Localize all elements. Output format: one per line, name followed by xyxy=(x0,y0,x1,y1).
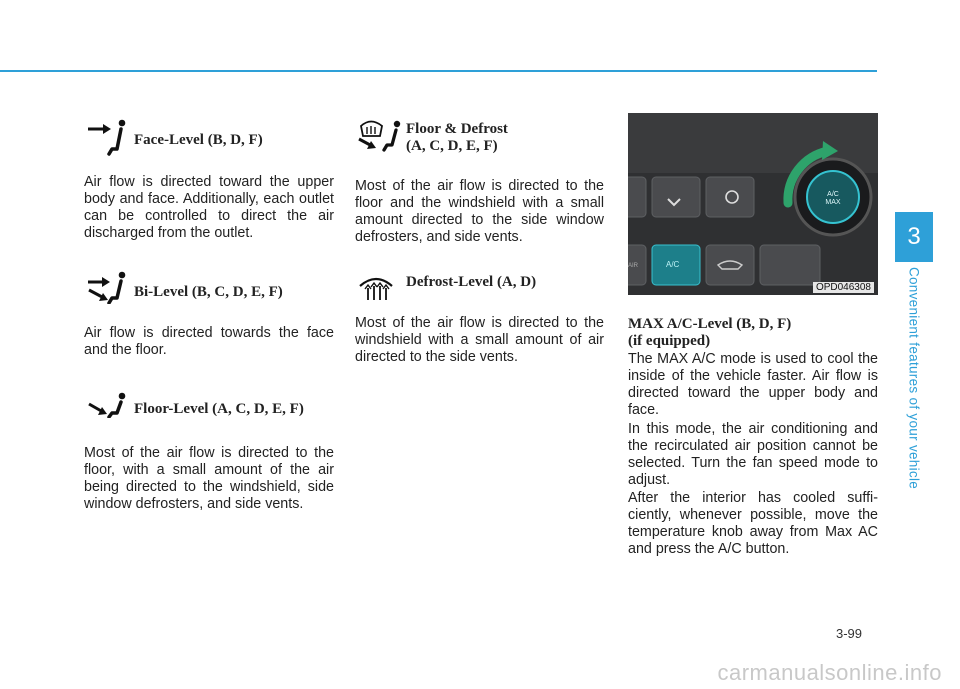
max-ac-title xyxy=(628,316,791,350)
air-button-label: AIR xyxy=(628,263,639,269)
floor-level-title: Floor-Level (A, C, D, E, F) xyxy=(134,401,304,417)
defrost-level-icon xyxy=(358,274,394,302)
max-ac-title-line2: (if equipped) xyxy=(628,333,711,349)
photo-caption: OPD046308 xyxy=(813,282,874,293)
chapter-number: 3 xyxy=(907,223,921,250)
floor-defrost-title xyxy=(406,121,508,155)
max-ac-para-3: After the interior has cooled suffi-ciently, whenever possible, move the temperature knob away from Max AC and press the A/C button. xyxy=(628,490,878,557)
floor-defrost-text: Most of the air flow is directed to the floor and the windshield with a small amount directed to the side window defrosters, and side vents. xyxy=(355,178,604,245)
face-level-icon xyxy=(86,116,128,160)
max-ac-para-1: The MAX A/C mode is used to cool the inside of the vehicle faster. Air flow is directed toward the upper body and face. xyxy=(628,351,878,418)
header-rule xyxy=(0,70,877,72)
floor-level-text: Most of the air flow is directed to the floor, with a small amount of the air being directed to the windshield, side window defrosters, and side vents. xyxy=(84,445,334,512)
page-number: 3-99 xyxy=(836,626,863,641)
floor-defrost-title-line2: (A, C, D, E, F) xyxy=(406,138,498,154)
bi-level-text: Air flow is directed towards the face and the floor. xyxy=(84,325,334,358)
max-knob-label: A/C MAX xyxy=(825,191,841,206)
bi-level-icon xyxy=(86,270,128,304)
defrost-level-text: Most of the air flow is directed to the windshield with a small amount of air directed to the side vents. xyxy=(355,315,604,365)
chapter-tab xyxy=(895,212,933,262)
face-level-title: Face-Level (B, D, F) xyxy=(134,132,263,148)
ac-button-label: A/C xyxy=(666,260,680,269)
floor-defrost-icon xyxy=(356,118,402,152)
bi-level-title: Bi-Level (B, C, D, E, F) xyxy=(134,284,283,300)
defrost-level-title: Defrost-Level (A, D) xyxy=(406,274,537,290)
floor-level-icon xyxy=(86,392,128,418)
face-level-text: Air flow is directed toward the upper body and face. Additionally, each outlet can be controlled to direct the air discharged from the outlet. xyxy=(84,174,334,241)
watermark: carmanualsonline.info xyxy=(717,660,942,685)
chapter-title: Convenient features of your vehicle xyxy=(906,266,922,490)
climate-control-photo xyxy=(628,113,878,295)
max-ac-title-line1: MAX A/C-Level (B, D, F) xyxy=(628,316,792,332)
max-ac-para-2: In this mode, the air conditioning and the recirculated air position cannot be selected. Turn the fan speed mode to adjust. xyxy=(628,421,878,488)
floor-defrost-title-line1: Floor & Defrost xyxy=(406,121,508,137)
